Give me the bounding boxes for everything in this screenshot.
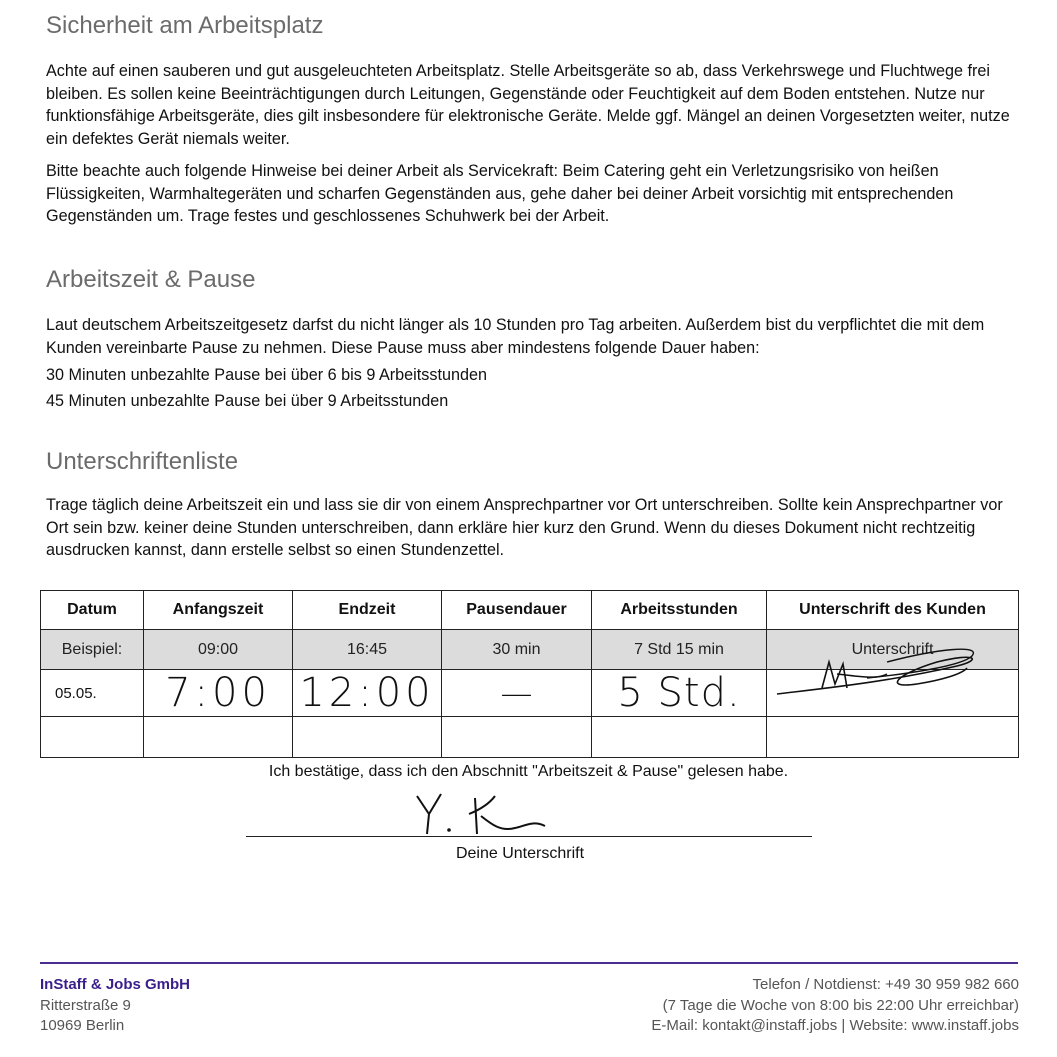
example-hours: 7 Std 15 min <box>592 630 767 670</box>
empty-cell[interactable] <box>442 717 592 758</box>
empty-cell[interactable] <box>293 717 442 758</box>
worktime-rule-1: 30 Minuten unbezahlte Pause bei über 6 bis 9 Arbeitsstunden <box>46 366 487 384</box>
example-end: 16:45 <box>293 630 442 670</box>
worktime-rule-2: 45 Minuten unbezahlte Pause bei über 9 Arbeitsstunden <box>46 392 449 410</box>
customer-signature-scribble <box>767 644 1017 704</box>
column-header-end: Endzeit <box>293 591 442 630</box>
contact-email-website: E-Mail: kontakt@instaff.jobs | Website: www.instaff.jobs <box>651 1017 1019 1034</box>
footer-divider <box>40 962 1018 964</box>
empty-cell[interactable] <box>144 717 293 758</box>
contact-hours: (7 Tage die Woche von 8:00 bis 22:00 Uhr erreichbar) <box>662 996 1019 1014</box>
table-row <box>41 670 1019 717</box>
empty-cell[interactable] <box>592 717 767 758</box>
confirmation-text: Ich bestätige, dass ich den Abschnitt "Arbeitszeit & Pause" gelesen habe. <box>268 763 789 780</box>
entry-date[interactable]: 05.05. <box>41 670 144 717</box>
entry-hours-handwritten: 5 Std. <box>617 670 741 716</box>
signature-label: Deine Unterschrift <box>455 845 585 862</box>
section-title-worktime: Arbeitszeit & Pause <box>46 266 256 293</box>
entry-start-handwritten: 7:00 <box>165 670 271 716</box>
section-title-safety: Sicherheit am Arbeitsplatz <box>46 12 324 39</box>
entry-end[interactable] <box>293 670 442 717</box>
entry-end-handwritten: 12:00 <box>299 670 435 716</box>
example-date: Beispiel: <box>41 630 144 670</box>
entry-pause[interactable] <box>442 670 592 717</box>
signature-line[interactable] <box>246 836 812 837</box>
column-header-start: Anfangszeit <box>144 591 293 630</box>
safety-paragraph-1: Achte auf einen sauberen und gut ausgeleuchteten Arbeitsplatz. Stelle Arbeitsgeräte so ab, dass Verkehrswege und Fluchtwege frei bleiben. Es sollen keine Beeinträchtigungen durch Leitungen, Gegenstände oder Feuchtigkeit auf dem Boden entstehen. Nutze nur funktionsfähige Arbeitsgeräte, dies gilt insbesondere für elektronische Geräte. Melde ggf. Mängel an deinen Vorgesetzten weiter, nutze ein defektes Gerät niemals weiter. <box>46 62 1010 148</box>
empty-cell[interactable] <box>41 717 144 758</box>
employee-signature-scribble <box>405 790 565 838</box>
contact-phone: Telefon / Notdienst: +49 30 959 982 660 <box>752 976 1019 993</box>
section-title-signatures: Unterschriftenliste <box>46 448 239 475</box>
example-pause: 30 min <box>442 630 592 670</box>
entry-pause-handwritten: — <box>500 674 533 712</box>
timesheet-table <box>40 590 1019 758</box>
column-header-hours: Arbeitsstunden <box>592 591 767 630</box>
signatures-paragraph: Trage täglich deine Arbeitszeit ein und lass sie dir von einem Ansprechpartner vor Ort unterschreiben. Sollte kein Ansprechpartner vor Ort sein bzw. keiner deine Stunden unterschreiben, dann erkläre hier kurz den Grund. Wenn du dieses Dokument nicht rechtzeitig ausdrucken kannst, dann erstelle selbst so einen Stundenzettel. <box>46 496 1003 559</box>
entry-hours[interactable] <box>592 670 767 717</box>
company-name: InStaff & Jobs GmbH <box>40 976 191 993</box>
worktime-paragraph: Laut deutschem Arbeitszeitgesetz darfst du nicht länger als 10 Stunden pro Tag arbeiten. Außerdem bist du verpflichtet die mit dem Kunden vereinbarte Pause zu nehmen. Diese Pause muss aber mindestens folgende Dauer haben: <box>46 316 985 357</box>
table-row <box>41 717 1019 758</box>
company-city: 10969 Berlin <box>40 1017 125 1034</box>
empty-cell[interactable] <box>767 717 1019 758</box>
table-header-row <box>41 591 1019 630</box>
example-start: 09:00 <box>144 630 293 670</box>
safety-paragraph-2: Bitte beachte auch folgende Hinweise bei deiner Arbeit als Servicekraft: Beim Catering geht ein Verletzungsrisiko von heißen Flüssigkeiten, Warmhaltegeräten und scharfen Gegenständen aus, gehe daher bei deiner Arbeit vorsichtig mit entsprechenden Gegenständen um. Trage festes und geschlossenes Schuhwerk bei der Arbeit. <box>46 162 954 225</box>
entry-start[interactable] <box>144 670 293 717</box>
entry-signature[interactable] <box>767 670 1019 717</box>
column-header-signature: Unterschrift des Kunden <box>767 591 1019 630</box>
company-street: Ritterstraße 9 <box>40 996 131 1014</box>
example-signature: Unterschrift <box>767 630 1019 670</box>
column-header-date: Datum <box>41 591 144 630</box>
footer-company-block <box>40 975 190 1037</box>
column-header-pause: Pausendauer <box>442 591 592 630</box>
footer-contact-block <box>651 975 1019 1037</box>
